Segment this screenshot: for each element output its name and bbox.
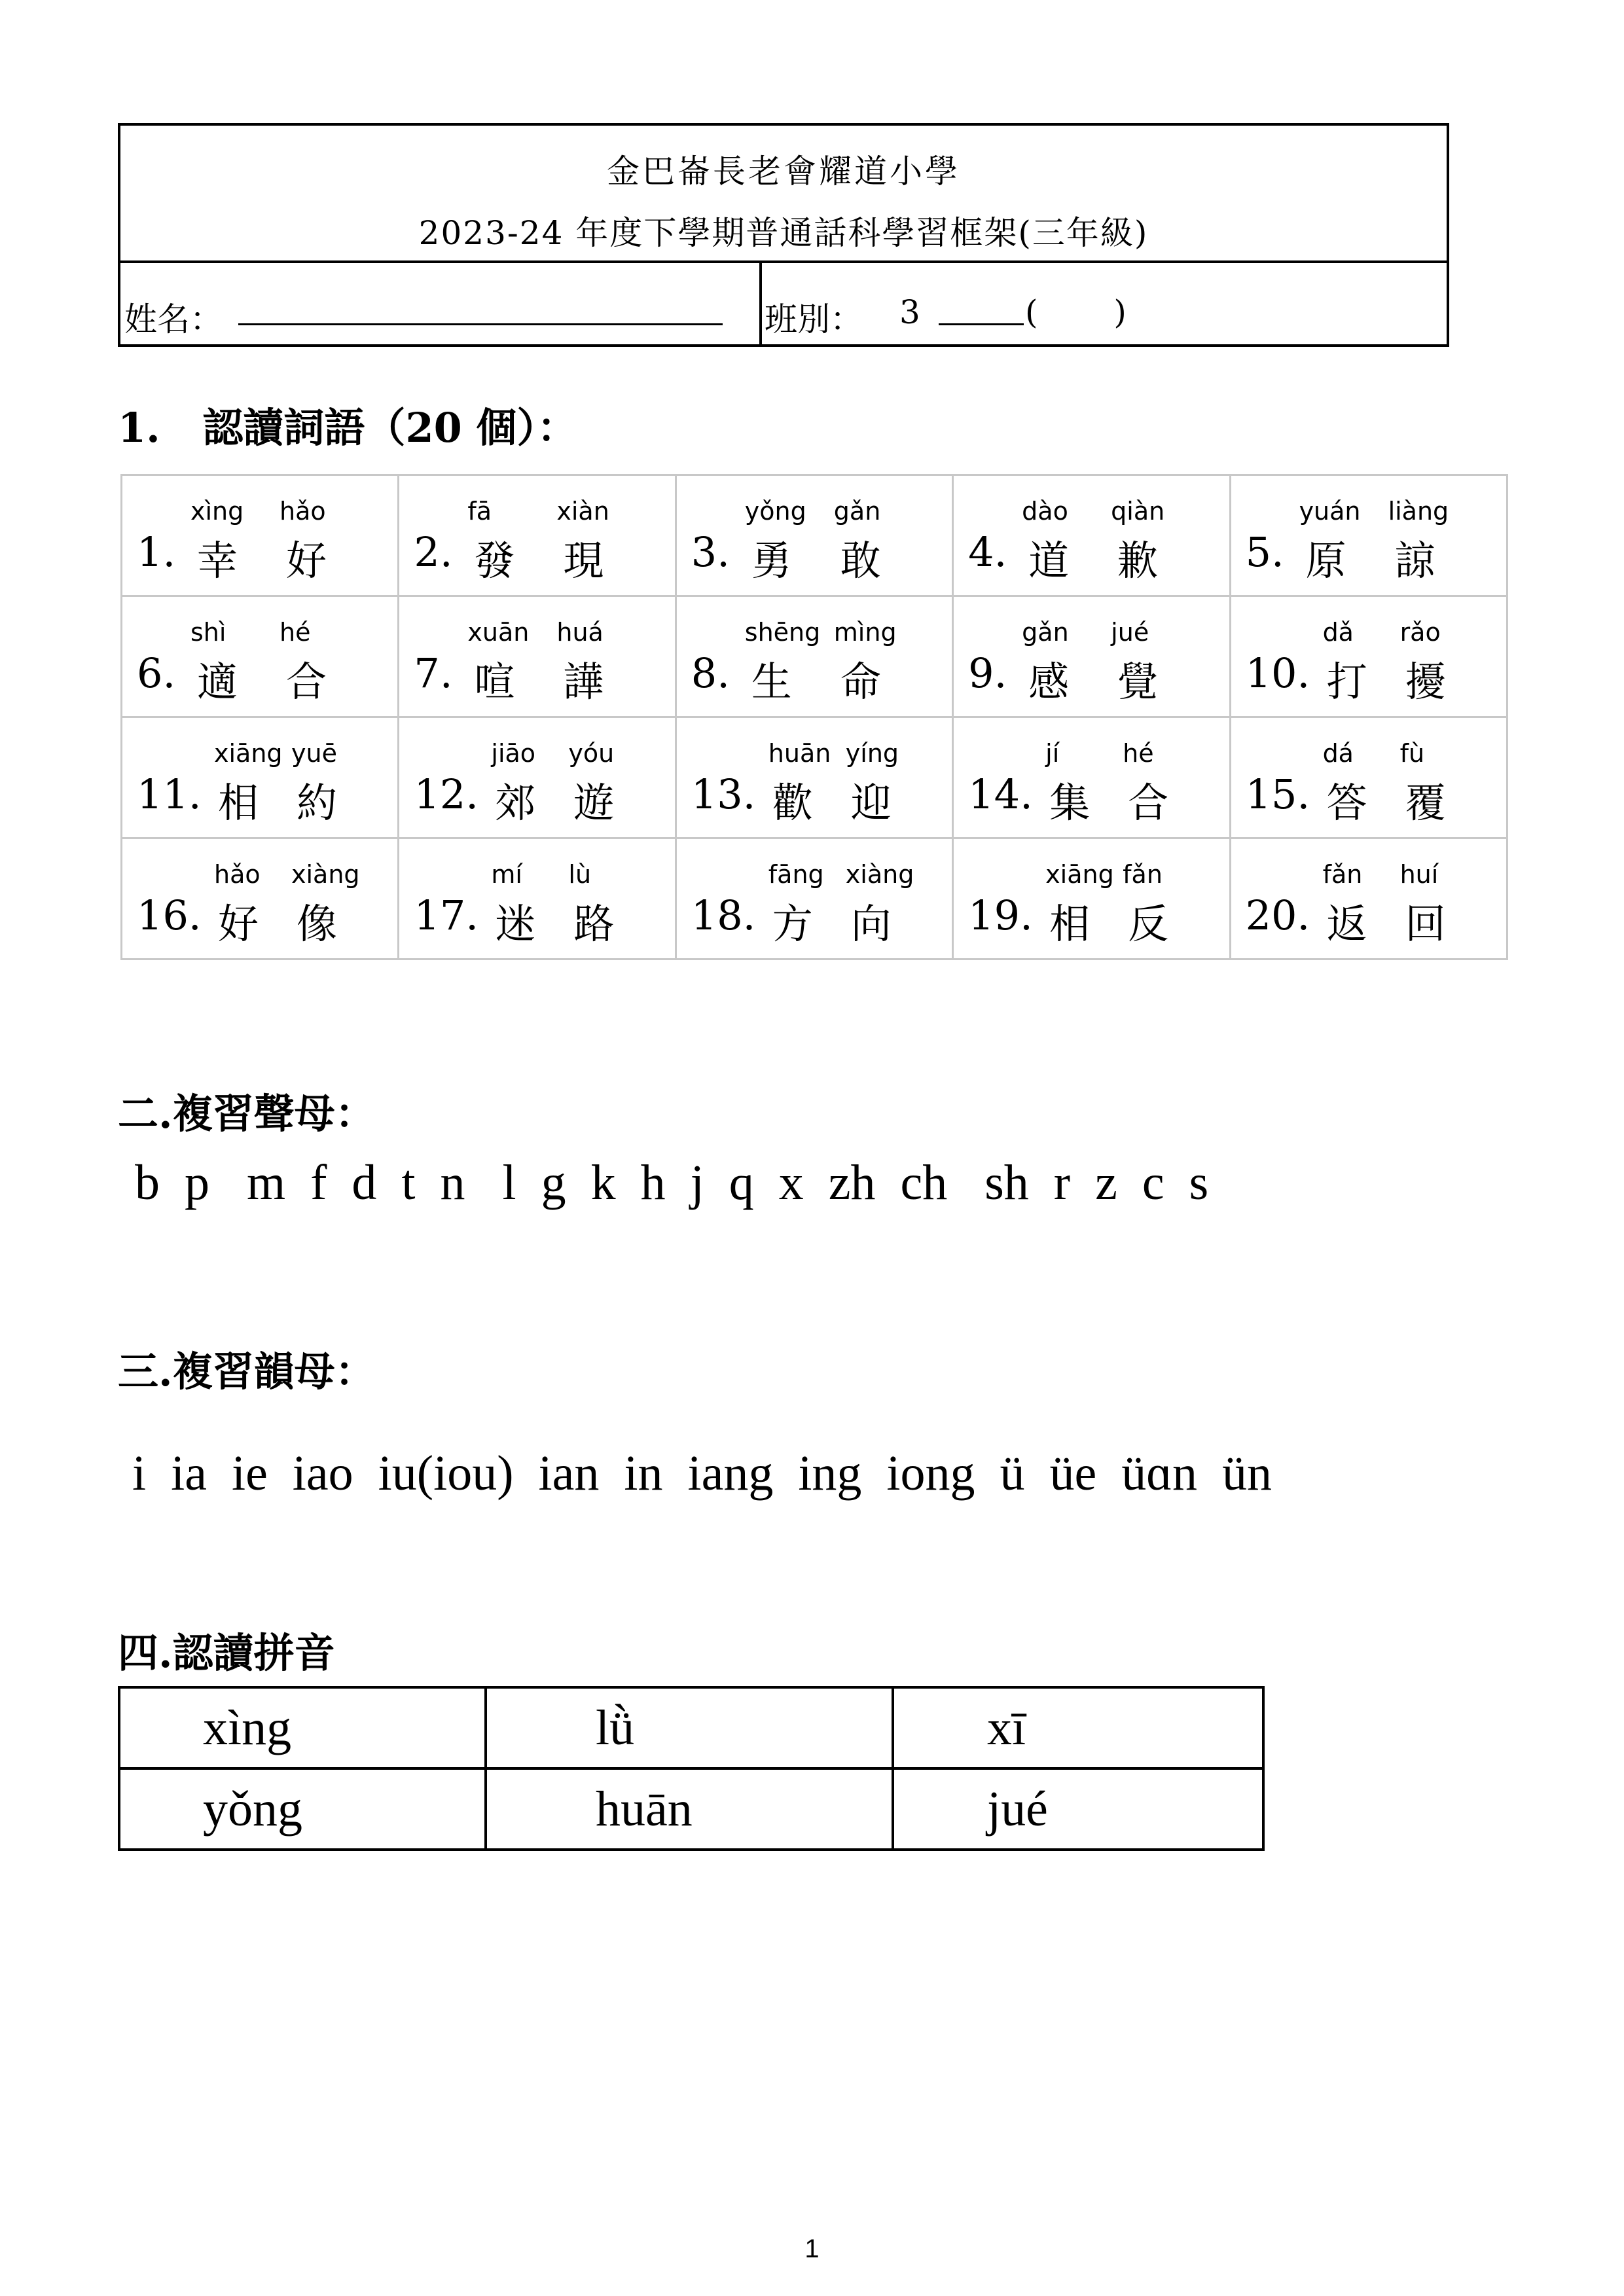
vocab-cell	[1230, 838, 1507, 960]
vocab-cell	[399, 838, 676, 960]
character-1: 喧	[474, 658, 515, 706]
word-number: 10.	[1245, 649, 1310, 697]
pinyin-1: xìng	[190, 497, 244, 526]
vocabulary-table	[120, 474, 1508, 1610]
pinyin-1: shì	[190, 618, 226, 647]
pinyin-1: xiāng	[1045, 860, 1114, 889]
word-number: 6.	[137, 649, 176, 697]
character-1: 原	[1305, 537, 1346, 584]
vocab-cell	[399, 717, 676, 838]
vocab-cell	[122, 838, 399, 960]
word-number: 3.	[691, 528, 730, 576]
character-2: 命	[840, 658, 881, 706]
finals-list: i ia ie iao iu(iou) ian in iang ing iong ü üe üɑn ün	[132, 1446, 1272, 1501]
pinyin-2: hǎo	[280, 497, 326, 526]
worksheet-title: 2023-24 年度下學期普通話科學習框架(三年級)	[418, 214, 1149, 252]
character-1: 郊	[495, 779, 536, 827]
character-1: 迷	[495, 900, 536, 948]
word-number: 18.	[691, 891, 756, 939]
vocab-cell	[953, 596, 1230, 717]
pinyin-1: hǎo	[214, 860, 261, 889]
pinyin-2: yuē	[291, 739, 337, 768]
section2-heading: 二.複習聲母：	[118, 1090, 376, 1138]
pinyin-1: dá	[1322, 739, 1354, 768]
section3-heading: 三.複習韻母：	[118, 1348, 376, 1395]
character-2: 合	[286, 658, 327, 706]
table-row	[122, 838, 1507, 960]
character-2: 好	[286, 537, 327, 584]
character-2: 敢	[840, 537, 881, 584]
vocab-cell	[399, 475, 676, 596]
pinyin-1: mí	[491, 860, 522, 889]
pinyin-1: fā	[467, 497, 492, 526]
name-blank[interactable]	[238, 323, 723, 325]
pinyin-1: huān	[768, 739, 831, 768]
pinyin-1: shēng	[744, 618, 821, 647]
pinyin-cell: xī	[893, 1687, 1263, 1768]
pinyin-2: hé	[1123, 739, 1154, 768]
pinyin-2: xiàng	[291, 860, 360, 889]
character-1: 感	[1028, 658, 1070, 706]
pinyin-2: huí	[1399, 860, 1439, 889]
pinyin-1: gǎn	[1022, 618, 1069, 647]
pinyin-2: xiàn	[556, 497, 609, 526]
vocab-cell	[399, 596, 676, 717]
vocab-cell	[122, 475, 399, 596]
pinyin-cell: jué	[893, 1768, 1263, 1850]
vocab-cell	[1230, 717, 1507, 838]
character-2: 反	[1128, 900, 1169, 948]
character-2: 迎	[850, 779, 892, 827]
pinyin-2: fù	[1399, 739, 1425, 768]
character-2: 遊	[573, 779, 615, 827]
pinyin-1: dào	[1022, 497, 1068, 526]
class-value: 3	[899, 293, 920, 331]
pinyin-2: lù	[568, 860, 592, 889]
pinyin-2: rǎo	[1399, 618, 1441, 647]
pinyin-2: yóu	[568, 739, 615, 768]
pinyin-2: xiàng	[845, 860, 914, 889]
vocab-cell	[953, 475, 1230, 596]
character-2: 現	[563, 537, 604, 584]
vocab-cell	[953, 717, 1230, 838]
header-box	[118, 123, 1449, 347]
pinyin-2: hé	[280, 618, 311, 647]
character-1: 打	[1326, 658, 1367, 706]
word-number: 1.	[137, 528, 176, 576]
word-number: 2.	[414, 528, 453, 576]
table-row	[119, 1768, 1263, 1850]
vocab-cell	[122, 596, 399, 717]
character-1: 勇	[751, 537, 792, 584]
word-number: 20.	[1245, 891, 1310, 939]
vocab-cell	[676, 475, 952, 596]
class-number-paren: ( )	[1025, 293, 1159, 331]
table-row	[122, 596, 1507, 717]
name-cell	[120, 263, 762, 347]
word-number: 7.	[414, 649, 453, 697]
vocab-cell	[676, 838, 952, 960]
pinyin-1: jiāo	[491, 739, 536, 768]
character-1: 適	[197, 658, 238, 706]
table-row	[119, 1687, 1263, 1768]
word-number: 14.	[968, 770, 1033, 818]
word-number: 16.	[137, 891, 202, 939]
initials-list: b p m f d t n l g k h j q x zh ch sh r z c s	[135, 1155, 1209, 1210]
word-number: 15.	[1245, 770, 1310, 818]
character-1: 方	[772, 900, 813, 948]
character-2: 合	[1128, 779, 1169, 827]
character-1: 生	[751, 658, 792, 706]
table-row	[122, 475, 1507, 596]
character-1: 集	[1049, 779, 1091, 827]
character-2: 向	[850, 900, 892, 948]
word-number: 11.	[137, 770, 202, 818]
pinyin-cell: huān	[486, 1768, 893, 1850]
character-2: 覆	[1405, 779, 1446, 827]
character-2: 諒	[1394, 537, 1435, 584]
word-number: 8.	[691, 649, 730, 697]
word-number: 12.	[414, 770, 478, 818]
vocab-cell	[676, 596, 952, 717]
pinyin-1: jí	[1045, 739, 1060, 768]
header-title-area	[120, 126, 1447, 263]
character-1: 好	[218, 900, 259, 948]
vocab-cell	[676, 717, 952, 838]
word-number: 13.	[691, 770, 756, 818]
pinyin-2: gǎn	[833, 497, 881, 526]
word-number: 19.	[968, 891, 1033, 939]
pinyin-1: xiāng	[214, 739, 283, 768]
pinyin-2: yíng	[845, 739, 899, 768]
pinyin-table	[118, 1686, 1265, 1851]
character-1: 返	[1326, 900, 1367, 948]
character-2: 約	[297, 779, 338, 827]
vocab-cell	[1230, 475, 1507, 596]
pinyin-1: yuán	[1299, 497, 1361, 526]
pinyin-1: fāng	[768, 860, 824, 889]
table-row	[122, 717, 1507, 838]
character-2: 路	[573, 900, 615, 948]
student-info-row	[120, 263, 1447, 347]
pinyin-2: huá	[556, 618, 604, 647]
character-1: 歡	[772, 779, 813, 827]
character-1: 答	[1326, 779, 1367, 827]
name-label: 姓名：	[124, 300, 223, 338]
pinyin-2: mìng	[833, 618, 897, 647]
character-1: 相	[218, 779, 259, 827]
pinyin-2: jué	[1111, 618, 1149, 647]
word-number: 5.	[1245, 528, 1284, 576]
pinyin-1: xuān	[467, 618, 530, 647]
class-blank[interactable]	[939, 323, 1024, 325]
character-1: 相	[1049, 900, 1091, 948]
character-1: 發	[474, 537, 515, 584]
pinyin-2: qiàn	[1111, 497, 1165, 526]
pinyin-cell: yǒng	[119, 1768, 486, 1850]
character-2: 回	[1405, 900, 1446, 948]
pinyin-1: fǎn	[1322, 860, 1363, 889]
vocab-cell	[1230, 596, 1507, 717]
character-2: 歉	[1117, 537, 1159, 584]
character-2: 像	[297, 900, 338, 948]
school-name: 金巴崙長老會耀道小學	[607, 152, 960, 190]
pinyin-cell: lǜ	[486, 1687, 893, 1768]
character-1: 幸	[197, 537, 238, 584]
pinyin-1: yǒng	[744, 497, 806, 526]
word-number: 9.	[968, 649, 1007, 697]
section4-heading: 四.認讀拼音	[118, 1629, 335, 1677]
word-number: 17.	[414, 891, 478, 939]
pinyin-1: dǎ	[1322, 618, 1354, 647]
vocab-cell	[953, 838, 1230, 960]
character-1: 道	[1028, 537, 1070, 584]
character-2: 覺	[1117, 658, 1159, 706]
vocab-cell	[122, 717, 399, 838]
word-number: 4.	[968, 528, 1007, 576]
class-label: 班別：	[765, 300, 863, 338]
page-number: 1	[804, 2234, 820, 2263]
pinyin-2: fǎn	[1123, 860, 1163, 889]
pinyin-2: liàng	[1388, 497, 1449, 526]
section1-heading: 1. 認讀詞語（20 個）：	[118, 404, 578, 452]
pinyin-cell: xìng	[119, 1687, 486, 1768]
character-2: 譁	[563, 658, 604, 706]
character-2: 擾	[1405, 658, 1446, 706]
